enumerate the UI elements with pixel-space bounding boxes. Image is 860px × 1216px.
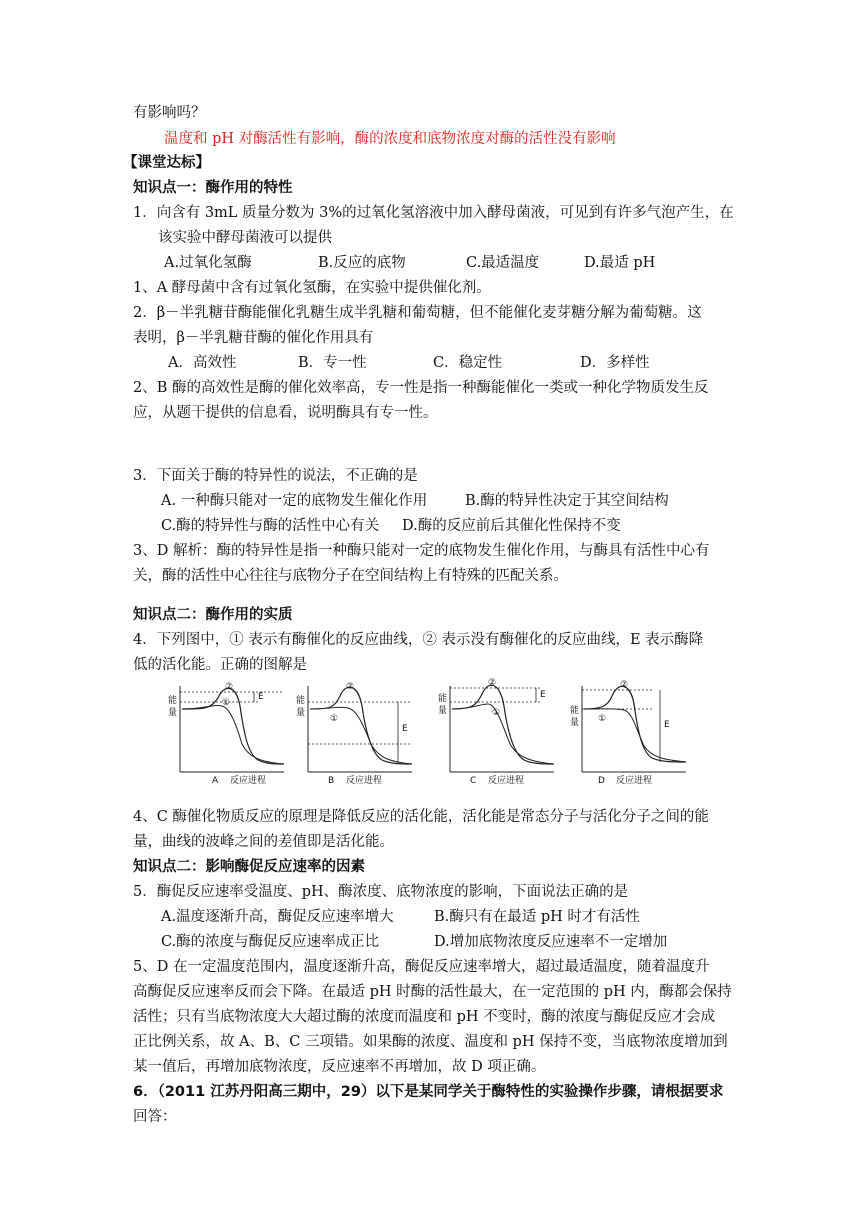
q1-option-b: B.反应的底物 [318, 255, 406, 271]
q3-stem: 3．下面关于酶的特异性的说法，不正确的是 [133, 468, 418, 484]
diagram-a-ylabel-top: 能 [168, 696, 178, 706]
diagram-c-e-label: E [540, 690, 546, 700]
section-title: 【课堂达标】 [123, 155, 210, 171]
q5-answer-line1: 5、D 在一定温度范围内，温度逐渐升高，酶促反应速率增大，超过最适温度，随着温度升 [133, 959, 710, 975]
energy-diagrams [166, 678, 726, 788]
q5-answer-line2: 高酶促反应速率反而会下降。在最适 pH 时酶的活性最大，在一定范围的 pH 内，酶都会保持 [133, 984, 732, 1000]
q4-stem-line1: 4．下列图中，① 表示有酶催化的反应曲线，② 表示没有酶催化的反应曲线，E 表示酶降 [133, 632, 704, 648]
q2-option-c: C．稳定性 [433, 355, 503, 371]
q6-stem-line1 [133, 1082, 723, 1102]
diagram-panel-d [568, 680, 698, 788]
q5-option-a: A.温度逐渐升高，酶促反应速率增大 [161, 909, 394, 925]
diagram-d-xlabel: 反应进程 [616, 776, 653, 786]
q6-stem-line2: 回答： [133, 1109, 177, 1125]
diagram-panel-c [436, 678, 566, 788]
diagram-b-curve1-label: ① [330, 714, 339, 724]
kp3-title: 知识点二：影响酶促反应速率的因素 [133, 859, 365, 875]
diagram-a-e-label: E [258, 692, 264, 702]
q1-option-d: D.最适 pH [584, 255, 656, 271]
q3-option-c: C.酶的特异性与酶的活性中心有关 [161, 518, 380, 534]
diagram-c-panel-label: C [470, 776, 477, 786]
diagram-b-panel-label: B [328, 776, 335, 786]
diagram-c-curve2-label: ② [488, 678, 497, 688]
diagram-a-xlabel: 反应进程 [230, 776, 267, 786]
diagram-a-panel-label: A [212, 776, 219, 786]
q5-stem: 5．酶促反应速率受温度、pH、酶浓度、底物浓度的影响，下面说法正确的是 [133, 884, 629, 900]
diagram-c-ylabel-bottom: 量 [438, 706, 448, 716]
diagram-b-ylabel-bottom: 量 [296, 708, 306, 718]
diagram-d-e-label: E [664, 720, 670, 730]
diagram-b-e-label: E [402, 724, 408, 734]
diagram-b-curve2-label: ② [346, 682, 355, 692]
diagram-d-ylabel-top: 能 [570, 706, 580, 716]
q1-stem-line1: 1．向含有 3mL 质量分数为 3%的过氧化氢溶液中加入酵母菌液，可见到有许多气泡产生，在 [133, 205, 734, 221]
q2-stem-line1: 2．β－半乳糖苷酶能催化乳糖生成半乳糖和葡萄糖，但不能催化麦芽糖分解为葡萄糖。这 [133, 305, 702, 321]
q5-option-d: D.增加底物浓度反应速率不一定增加 [434, 934, 668, 950]
q5-option-c: C.酶的浓度与酶促反应速率成正比 [161, 934, 380, 950]
q4-answer-line2: 量，曲线的波峰之间的差值即是活化能。 [133, 834, 394, 850]
q3-option-d: D.酶的反应前后其催化性保持不变 [402, 518, 621, 534]
q5-answer-line5: 某一值后，再增加底物浓度，反应速率不再增加，故 D 项正确。 [133, 1059, 546, 1075]
diagram-b-ylabel-top: 能 [296, 696, 306, 706]
diagram-c-xlabel: 反应进程 [488, 776, 525, 786]
diagram-a-curve2-label: ② [225, 682, 234, 692]
diagram-d-curve2-label: ② [620, 680, 629, 690]
q2-answer-line2: 应，从题干提供的信息看，说明酶具有专一性。 [133, 405, 438, 421]
diagram-panel-b [294, 684, 424, 788]
diagram-d-graphic [568, 684, 688, 788]
q1-answer: 1、A 酵母菌中含有过氧化氢酶，在实验中提供催化剂。 [133, 280, 491, 296]
q3-answer-line1: 3、D 解析：酶的特异性是指一种酶只能对一定的底物发生催化作用，与酶具有活性中心有 [133, 543, 710, 559]
q1-option-c: C.最适温度 [466, 255, 540, 271]
q3-option-a: A. 一种酶只能对一定的底物发生催化作用 [161, 493, 428, 509]
q2-stem-line2: 表明，β－半乳糖苷酶的催化作用具有 [133, 330, 374, 346]
q5-answer-line3: 活性；只有当底物浓度大大超过酶的浓度而温度和 pH 不变时，酶的浓度与酶促反应才会成 [133, 1009, 716, 1025]
q1-option-a: A.过氧化氢酶 [164, 255, 252, 271]
q4-answer-line1: 4、C 酶催化物质反应的原理是降低反应的活化能，活化能是常态分子与活化分子之间的能 [133, 809, 709, 825]
diagram-panel-a [166, 684, 296, 788]
diagram-a-ylabel-bottom: 量 [168, 708, 178, 718]
kp1-title: 知识点一：酶作用的特性 [133, 180, 293, 196]
q3-option-b: B.酶的特异性决定于其空间结构 [465, 493, 669, 509]
q1-stem-line2: 该实验中酵母菌液可以提供 [158, 230, 332, 246]
continued-question-text: 有影响吗？ [133, 105, 206, 121]
q3-answer-line2: 关，酶的活性中心往往与底物分子在空间结构上有特殊的匹配关系。 [133, 568, 568, 584]
q5-answer-line4: 正比例关系，故 A、B、C 三项错。如果酶的浓度、温度和 pH 保持不变，当底物浓度增加到 [133, 1034, 728, 1050]
diagram-c-curve1-label: ① [492, 708, 501, 718]
kp2-title: 知识点二：酶作用的实质 [133, 607, 293, 623]
diagram-a-curve1-label: ① [222, 698, 231, 708]
diagram-c-ylabel-top: 能 [438, 694, 448, 704]
q2-option-a: A．高效性 [168, 355, 237, 371]
q2-option-d: D．多样性 [580, 355, 650, 371]
answer-red-text: 温度和 pH 对酶活性有影响，酶的浓度和底物浓度对酶的活性没有影响 [164, 131, 616, 147]
diagram-d-curve1-label: ① [598, 714, 607, 724]
q2-option-b: B．专一性 [298, 355, 367, 371]
diagram-d-ylabel-bottom: 量 [570, 718, 580, 728]
q2-answer-line1: 2、B 酶的高效性是酶的催化效率高，专一性是指一种酶能催化一类或一种化学物质发生反 [133, 380, 709, 396]
diagram-d-panel-label: D [598, 776, 605, 786]
diagram-c-graphic [436, 684, 556, 788]
q4-stem-line2: 低的活化能。正确的图解是 [133, 657, 307, 673]
diagram-b-xlabel: 反应进程 [346, 776, 383, 786]
q5-option-b: B.酶只有在最适 pH 时才有活性 [434, 909, 640, 925]
q6-stem-text: 6．（2011 江苏丹阳高三期中，29）以下是某同学关于酶特性的实验操作步骤，请根据要求 [133, 1084, 724, 1100]
diagram-b-graphic [294, 684, 414, 788]
